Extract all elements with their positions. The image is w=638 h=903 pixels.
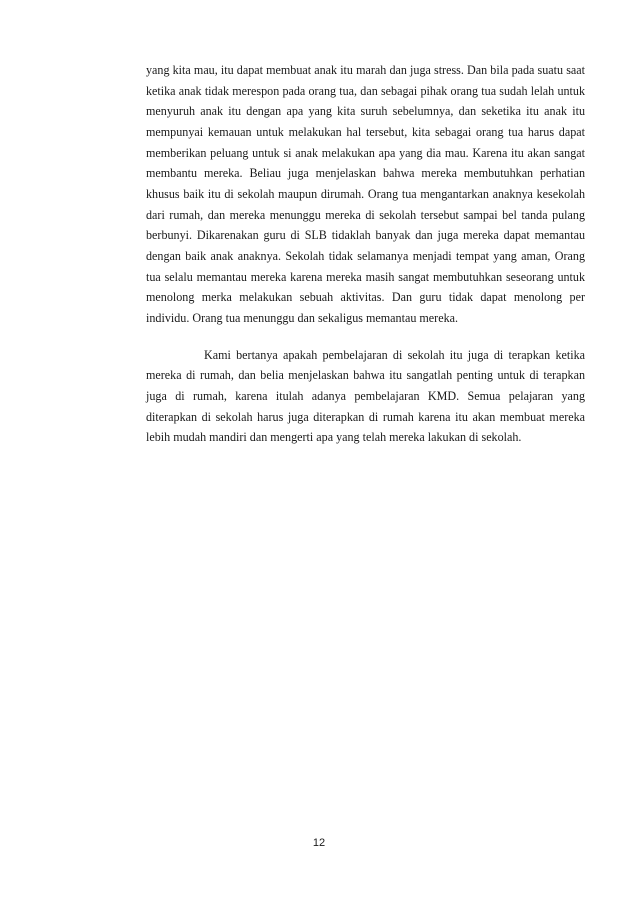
page-number: 12 <box>312 837 326 849</box>
body-text <box>146 60 585 448</box>
paragraph-1: yang kita mau, itu dapat membuat anak itu marah dan juga stress. Dan bila pada suatu saat ketika anak tidak merespon pada orang tua, dan sebagai pihak orang tua sudah lelah untuk menyuruh anak itu dengan apa yang kita suruh sebelumnya, dan seketika itu anak itu mempunyai kemauan untuk melakukan hal tersebut, kita sebagai orang tua harus dapat memberikan peluang untuk si anak melakukan apa yang dia mau. Karena itu akan sangat membantu mereka. Beliau juga menjelaskan bahwa mereka membutuhkan perhatian khusus baik itu di sekolah maupun dirumah. Orang tua mengantarkan anaknya kesekolah dari rumah, dan mereka menunggu mereka di sekolah tersebut sampai bel tanda pulang berbunyi. Dikarenakan guru di SLB tidaklah banyak dan juga mereka dapat memantau dengan baik anak anaknya. Sekolah tidak selamanya menjadi tempat yang aman, Orang tua selalu memantau mereka karena mereka masih sangat membutuhkan seseorang untuk menolong merka melakukan sebuah aktivitas. Dan guru tidak dapat menolong per individu. Orang tua menunggu dan sekaligus memantau mereka. <box>146 63 585 325</box>
paragraph-2: Kami bertanya apakah pembelajaran di sekolah itu juga di terapkan ketika mereka di rumah, dan belia menjelaskan bahwa itu sangatlah penting untuk di terapkan juga di rumah, karena itulah adanya pembelajaran KMD. Semua pelajaran yang diterapkan di sekolah harus juga diterapkan di rumah karena itu akan membuat mereka lebih mudah mandiri dan mengerti apa yang telah mereka lakukan di sekolah. <box>146 347 585 445</box>
